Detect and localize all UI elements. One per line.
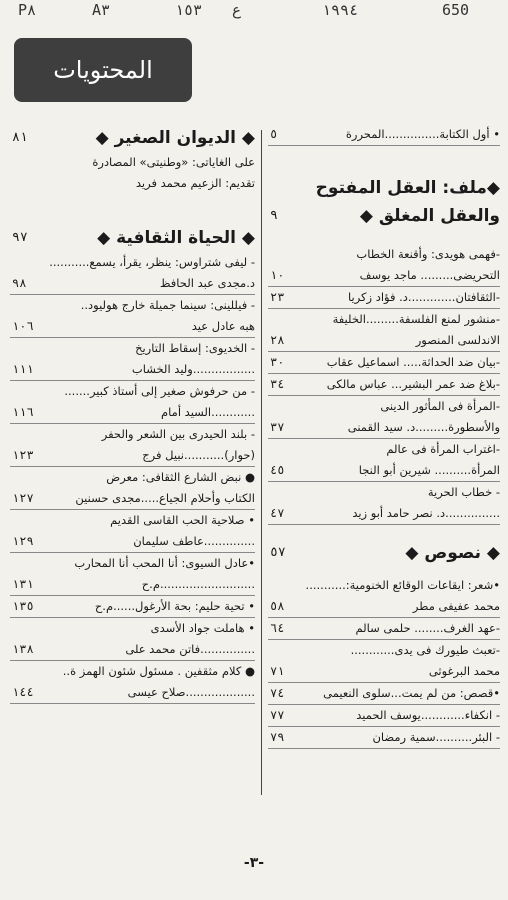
page-ref: ١٣٨ xyxy=(12,642,34,656)
entry-title: الاندلسى المنصور xyxy=(415,333,500,347)
spacer xyxy=(268,567,500,575)
toc-entry xyxy=(10,424,255,445)
page-ref: ١٢٩ xyxy=(12,534,34,548)
entry-title: والعقل المغلق ◆ xyxy=(359,206,500,226)
entry-title: هبه عادل عيد xyxy=(191,319,255,333)
page-ref: ٧٤ xyxy=(270,686,285,700)
hand-note-4: ع xyxy=(232,1,242,19)
toc-entry xyxy=(268,661,500,682)
page-ref: ١٢٣ xyxy=(12,448,34,462)
handwritten-annotations xyxy=(0,0,508,22)
page-ref: ١٢٧ xyxy=(12,491,34,505)
toc-entry xyxy=(268,330,500,351)
page-ref: ٧٩ xyxy=(270,730,285,744)
entry-title: ...............د. نصر حامد أبو زيد xyxy=(352,506,500,520)
entry-title: د.مجدى عبد الحافظ xyxy=(159,276,255,290)
entry-title: •قصص: من لم يمت...سلوى النعيمى xyxy=(323,686,500,700)
toc-entry xyxy=(10,618,255,639)
entry-title: - البئر..........سمية رمضان xyxy=(372,730,500,744)
page-ref: ١٣٥ xyxy=(12,599,34,613)
section-heading xyxy=(268,174,500,202)
hand-note-1: P٨ xyxy=(18,1,37,19)
page-ref: ٣٠ xyxy=(270,355,285,369)
entry-title: والأسطورة.........د. سيد القمنى xyxy=(347,420,500,434)
toc-entry xyxy=(268,439,500,460)
entry-title: - من حرفوش صغير إلى أستاذ كبير....... xyxy=(64,384,255,398)
entry-title: -بيان ضد الحداثة..... اسماعيل عقاب xyxy=(326,355,500,369)
toc-entry xyxy=(10,338,255,359)
toc-entry xyxy=(268,374,500,395)
entry-title: - ليفى شتراوس: ينظر، يقرأ، يسمع........... xyxy=(49,255,255,269)
entry-title: -تعبث طيورك فى يدى............ xyxy=(350,643,500,657)
entry-title: ..........................م.ح xyxy=(141,577,255,591)
page-ref: ١٠٦ xyxy=(12,319,34,333)
right-column xyxy=(268,124,500,749)
page-ref: ٥ xyxy=(270,127,278,141)
toc-entry xyxy=(268,124,500,145)
toc-entry xyxy=(10,510,255,531)
entry-title: ...............فاتن محمد على xyxy=(125,642,255,656)
entry-title: التحريضى......... ماجد يوسف xyxy=(359,268,500,282)
page-ref: ١٠ xyxy=(270,268,285,282)
column-divider xyxy=(261,130,262,795)
section-heading xyxy=(268,539,500,567)
toc-entry xyxy=(268,575,500,596)
entry-title: - خطاب الحرية xyxy=(427,485,500,499)
page-ref: ١٣١ xyxy=(12,577,34,591)
toc-entry xyxy=(268,352,500,373)
entry-title: محمد البرغوثى xyxy=(428,664,500,678)
entry-title: .................وليد الخشاب xyxy=(131,362,255,376)
entry-title: ◆ الديوان الصغير ◆ xyxy=(95,128,255,148)
toc-entry xyxy=(268,244,500,265)
entry-title: -اغتراب المرأة فى عالم xyxy=(386,442,500,456)
page-ref: ٣٧ xyxy=(270,420,285,434)
toc-entry xyxy=(268,287,500,308)
entry-title: •عادل السيوى: أنا المحب أنا المحارب xyxy=(74,556,255,570)
page-ref: ١١١ xyxy=(12,362,34,376)
entry-title: ..............عاطف سليمان xyxy=(133,534,255,548)
entry-title: - انكفاء............يوسف الحميد xyxy=(356,708,500,722)
section-heading xyxy=(10,224,255,252)
page-ref: ٢٣ xyxy=(270,290,285,304)
section-heading xyxy=(268,202,500,230)
entry-title: • أول الكتابة...............المحررة xyxy=(345,127,500,141)
entry-title: -الثقافتان.............د. فؤاد زكريا xyxy=(348,290,500,304)
entry-title: •شعر: ايقاعات الوقائع الخنومية:........... xyxy=(305,578,500,592)
entry-title: ◆ملف: العقل المفتوح xyxy=(315,178,500,198)
page-ref: ١٤٤ xyxy=(12,685,34,699)
toc-entry xyxy=(268,727,500,748)
spacer xyxy=(10,194,255,224)
entry-title: • هاملت جواد الأسدى xyxy=(150,621,255,635)
toc-entry xyxy=(10,639,255,660)
entry-title: الكتاب وأحلام الجياع.....مجدى حسنين xyxy=(75,491,255,505)
entry-title: ◆ الحياة الثقافية ◆ xyxy=(97,228,255,248)
page-ref: ٧١ xyxy=(270,664,285,678)
toc-entry xyxy=(10,381,255,402)
page-ref: ٩٨ xyxy=(12,276,27,290)
toc-entry xyxy=(268,309,500,330)
spacer xyxy=(268,146,500,174)
entry-title: - الخديوى: إسقاط التاريخ xyxy=(135,341,255,355)
toc-entry xyxy=(268,705,500,726)
page-ref: ٣٤ xyxy=(270,377,285,391)
toc-entry xyxy=(10,173,255,194)
entry-title: • تحية حليم: بحة الأرغول......م.ح xyxy=(94,599,255,613)
toc-entry xyxy=(268,460,500,481)
toc-entry xyxy=(10,488,255,509)
entry-rule xyxy=(10,703,255,704)
section-heading xyxy=(10,124,255,152)
page-ref: ٧٧ xyxy=(270,708,285,722)
toc-entry xyxy=(268,618,500,639)
toc-entry xyxy=(268,640,500,661)
toc-entry xyxy=(268,482,500,503)
entry-title: -بلاغ ضد عمر البشير... عباس مالكى xyxy=(326,377,500,391)
hand-note-6: 650 xyxy=(442,1,470,19)
toc-entry xyxy=(10,596,255,617)
toc-entry xyxy=(10,402,255,423)
toc-entry xyxy=(10,531,255,552)
contents-title-text: المحتويات xyxy=(53,56,153,84)
hand-note-5: ١٩٩٤ xyxy=(322,1,359,19)
toc-entry xyxy=(10,273,255,294)
entry-title: • صلاحية الحب القاسى القديم xyxy=(110,513,255,527)
page-ref: ٢٨ xyxy=(270,333,285,347)
left-column xyxy=(10,124,255,704)
toc-entry xyxy=(10,316,255,337)
entry-title: ............السيد أمام xyxy=(161,405,255,419)
entry-title: ● نبض الشارع الثقافى: معرض xyxy=(106,470,255,484)
entry-title: ◆ نصوص ◆ xyxy=(405,543,500,563)
hand-note-2: A٣ xyxy=(92,1,111,19)
entry-title: المرأة.......... شيرين أبو النجا xyxy=(358,463,500,477)
toc-entry xyxy=(10,553,255,574)
entry-title: تقديم: الزعيم محمد فريد xyxy=(135,176,255,190)
toc-entry xyxy=(268,396,500,417)
page-ref: ٦٤ xyxy=(270,621,285,635)
page-ref: ٨١ xyxy=(12,130,28,145)
page-number: -٣- xyxy=(243,855,265,871)
page-ref: ١١٦ xyxy=(12,405,34,419)
toc-entry xyxy=(10,682,255,703)
entry-title: - فيللينى: سينما جميلة خارج هوليود.. xyxy=(80,298,255,312)
toc-entry xyxy=(268,596,500,617)
entry-rule xyxy=(268,748,500,749)
entry-title: -فهمى هويدى: وأقنعة الخطاب xyxy=(356,247,500,261)
page-ref: ٥٧ xyxy=(270,545,286,560)
page-ref: ٩٧ xyxy=(12,230,28,245)
entry-title: ● كلام مثقفين . مسئول شئون الهمز ة.. xyxy=(62,664,255,678)
toc-entry xyxy=(268,503,500,524)
page-ref: ٤٥ xyxy=(270,463,285,477)
toc-entry xyxy=(10,661,255,682)
toc-entry xyxy=(268,417,500,438)
toc-entry xyxy=(10,152,255,173)
entry-title: -منشور لمنع الفلسفة.........الخليفة xyxy=(332,312,500,326)
toc-entry xyxy=(268,265,500,286)
entry-title: (حوار)...........نبيل فرج xyxy=(142,448,255,462)
entry-title: محمد عفيفى مطر xyxy=(412,599,500,613)
toc-entry xyxy=(10,467,255,488)
page-ref: ٤٧ xyxy=(270,506,285,520)
entry-title: -المرأة فى المأثور الدينى xyxy=(380,399,500,413)
contents-title xyxy=(14,38,192,102)
toc-entry xyxy=(10,295,255,316)
toc-entry xyxy=(268,683,500,704)
page-ref: ٥٨ xyxy=(270,599,285,613)
entry-title: -عهد الغرف........ حلمى سالم xyxy=(355,621,500,635)
spacer xyxy=(268,525,500,539)
page-ref: ٩ xyxy=(270,208,278,223)
entry-title: على الغاياتى: «وطنيتى» المصادرة xyxy=(92,155,255,169)
entry-title: - بلند الحيدرى بين الشعر والحفر xyxy=(101,427,255,441)
spacer xyxy=(268,230,500,244)
toc-entry xyxy=(10,359,255,380)
toc-entry xyxy=(10,252,255,273)
entry-title: ...................صلاح عيسى xyxy=(127,685,255,699)
hand-note-3: ١٥٣ xyxy=(175,1,203,19)
toc-entry xyxy=(10,445,255,466)
toc-entry xyxy=(10,574,255,595)
